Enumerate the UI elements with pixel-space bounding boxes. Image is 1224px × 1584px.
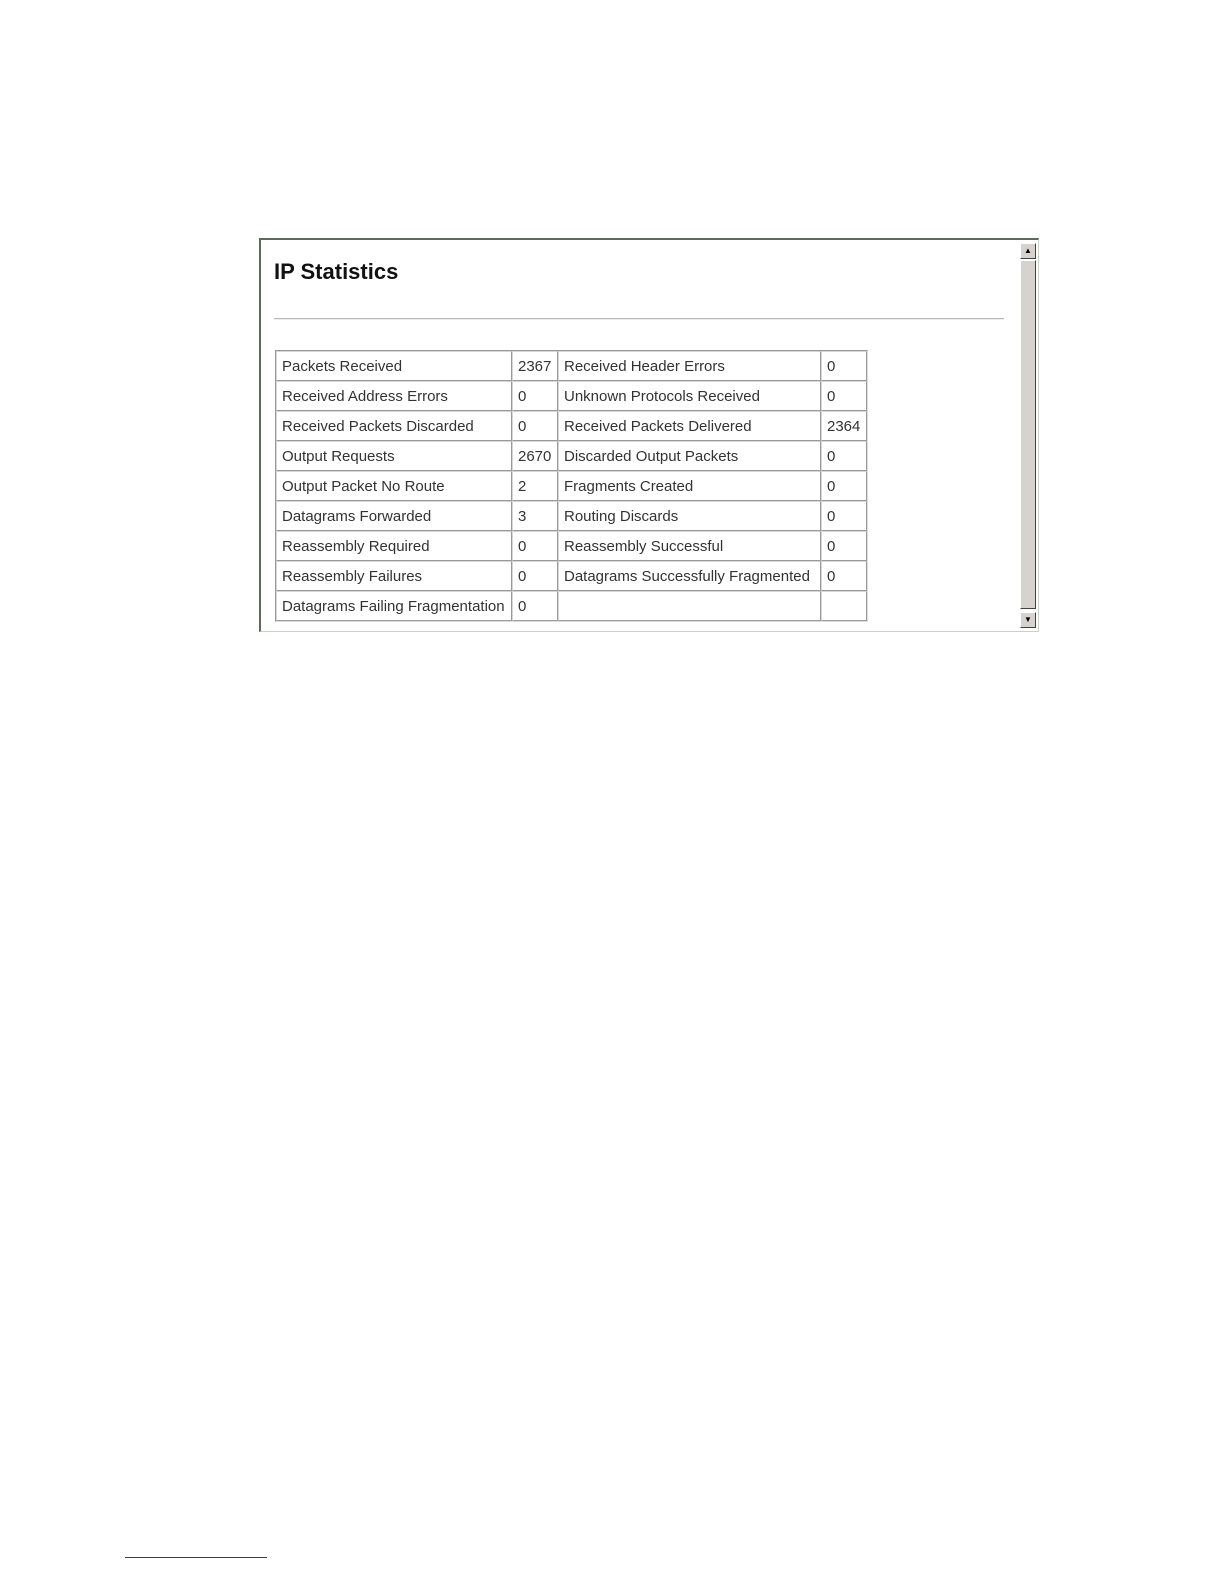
stat-value: 0 [821,381,867,411]
stat-label: Routing Discards [558,501,821,531]
content-area [261,240,1016,631]
stat-value: 2367 [512,351,558,381]
stat-value: 0 [821,501,867,531]
table-row [276,561,867,591]
stat-label: Output Requests [276,441,512,471]
scroll-up-arrow-icon[interactable]: ▲ [1020,243,1036,259]
table-row [276,441,867,471]
stat-label: Fragments Created [558,471,821,501]
table-row [276,531,867,561]
stat-label: Received Packets Discarded [276,411,512,441]
stat-value: 0 [821,531,867,561]
table-row [276,471,867,501]
stat-value: 0 [512,381,558,411]
stat-label: Datagrams Forwarded [276,501,512,531]
stat-label: Discarded Output Packets [558,441,821,471]
vertical-scrollbar[interactable] [1018,240,1038,631]
stat-label: Reassembly Required [276,531,512,561]
stat-label: Reassembly Failures [276,561,512,591]
table-row [276,411,867,441]
stat-value: 0 [821,561,867,591]
stat-value: 0 [512,591,558,621]
stat-label: Datagrams Failing Fragmentation [276,591,512,621]
ip-statistics-window [259,238,1039,632]
stat-value: 3 [512,501,558,531]
footnote-separator [125,1557,267,1558]
ip-statistics-table [275,350,868,622]
stat-value [821,591,867,621]
stat-value: 2364 [821,411,867,441]
table-row [276,501,867,531]
table-row [276,591,867,621]
page-title: IP Statistics [274,259,399,284]
stat-label: Output Packet No Route [276,471,512,501]
stat-label: Received Packets Delivered [558,411,821,441]
stat-label: Reassembly Successful [558,531,821,561]
table-row [276,351,867,381]
stat-value: 2 [512,471,558,501]
stat-value: 0 [512,561,558,591]
stat-value: 0 [821,441,867,471]
stat-label: Received Header Errors [558,351,821,381]
stat-value: 0 [821,471,867,501]
stat-value: 0 [512,411,558,441]
stat-value: 0 [512,531,558,561]
stat-label: Unknown Protocols Received [558,381,821,411]
title-divider [274,318,1004,320]
stat-label: Packets Received [276,351,512,381]
stat-value: 0 [821,351,867,381]
stat-label: Received Address Errors [276,381,512,411]
scroll-down-arrow-icon[interactable]: ▼ [1020,612,1036,628]
stat-value: 2670 [512,441,558,471]
table-row [276,381,867,411]
stat-label: Datagrams Successfully Fragmented [558,561,821,591]
stat-label [558,591,821,621]
scroll-thumb[interactable] [1020,260,1036,609]
